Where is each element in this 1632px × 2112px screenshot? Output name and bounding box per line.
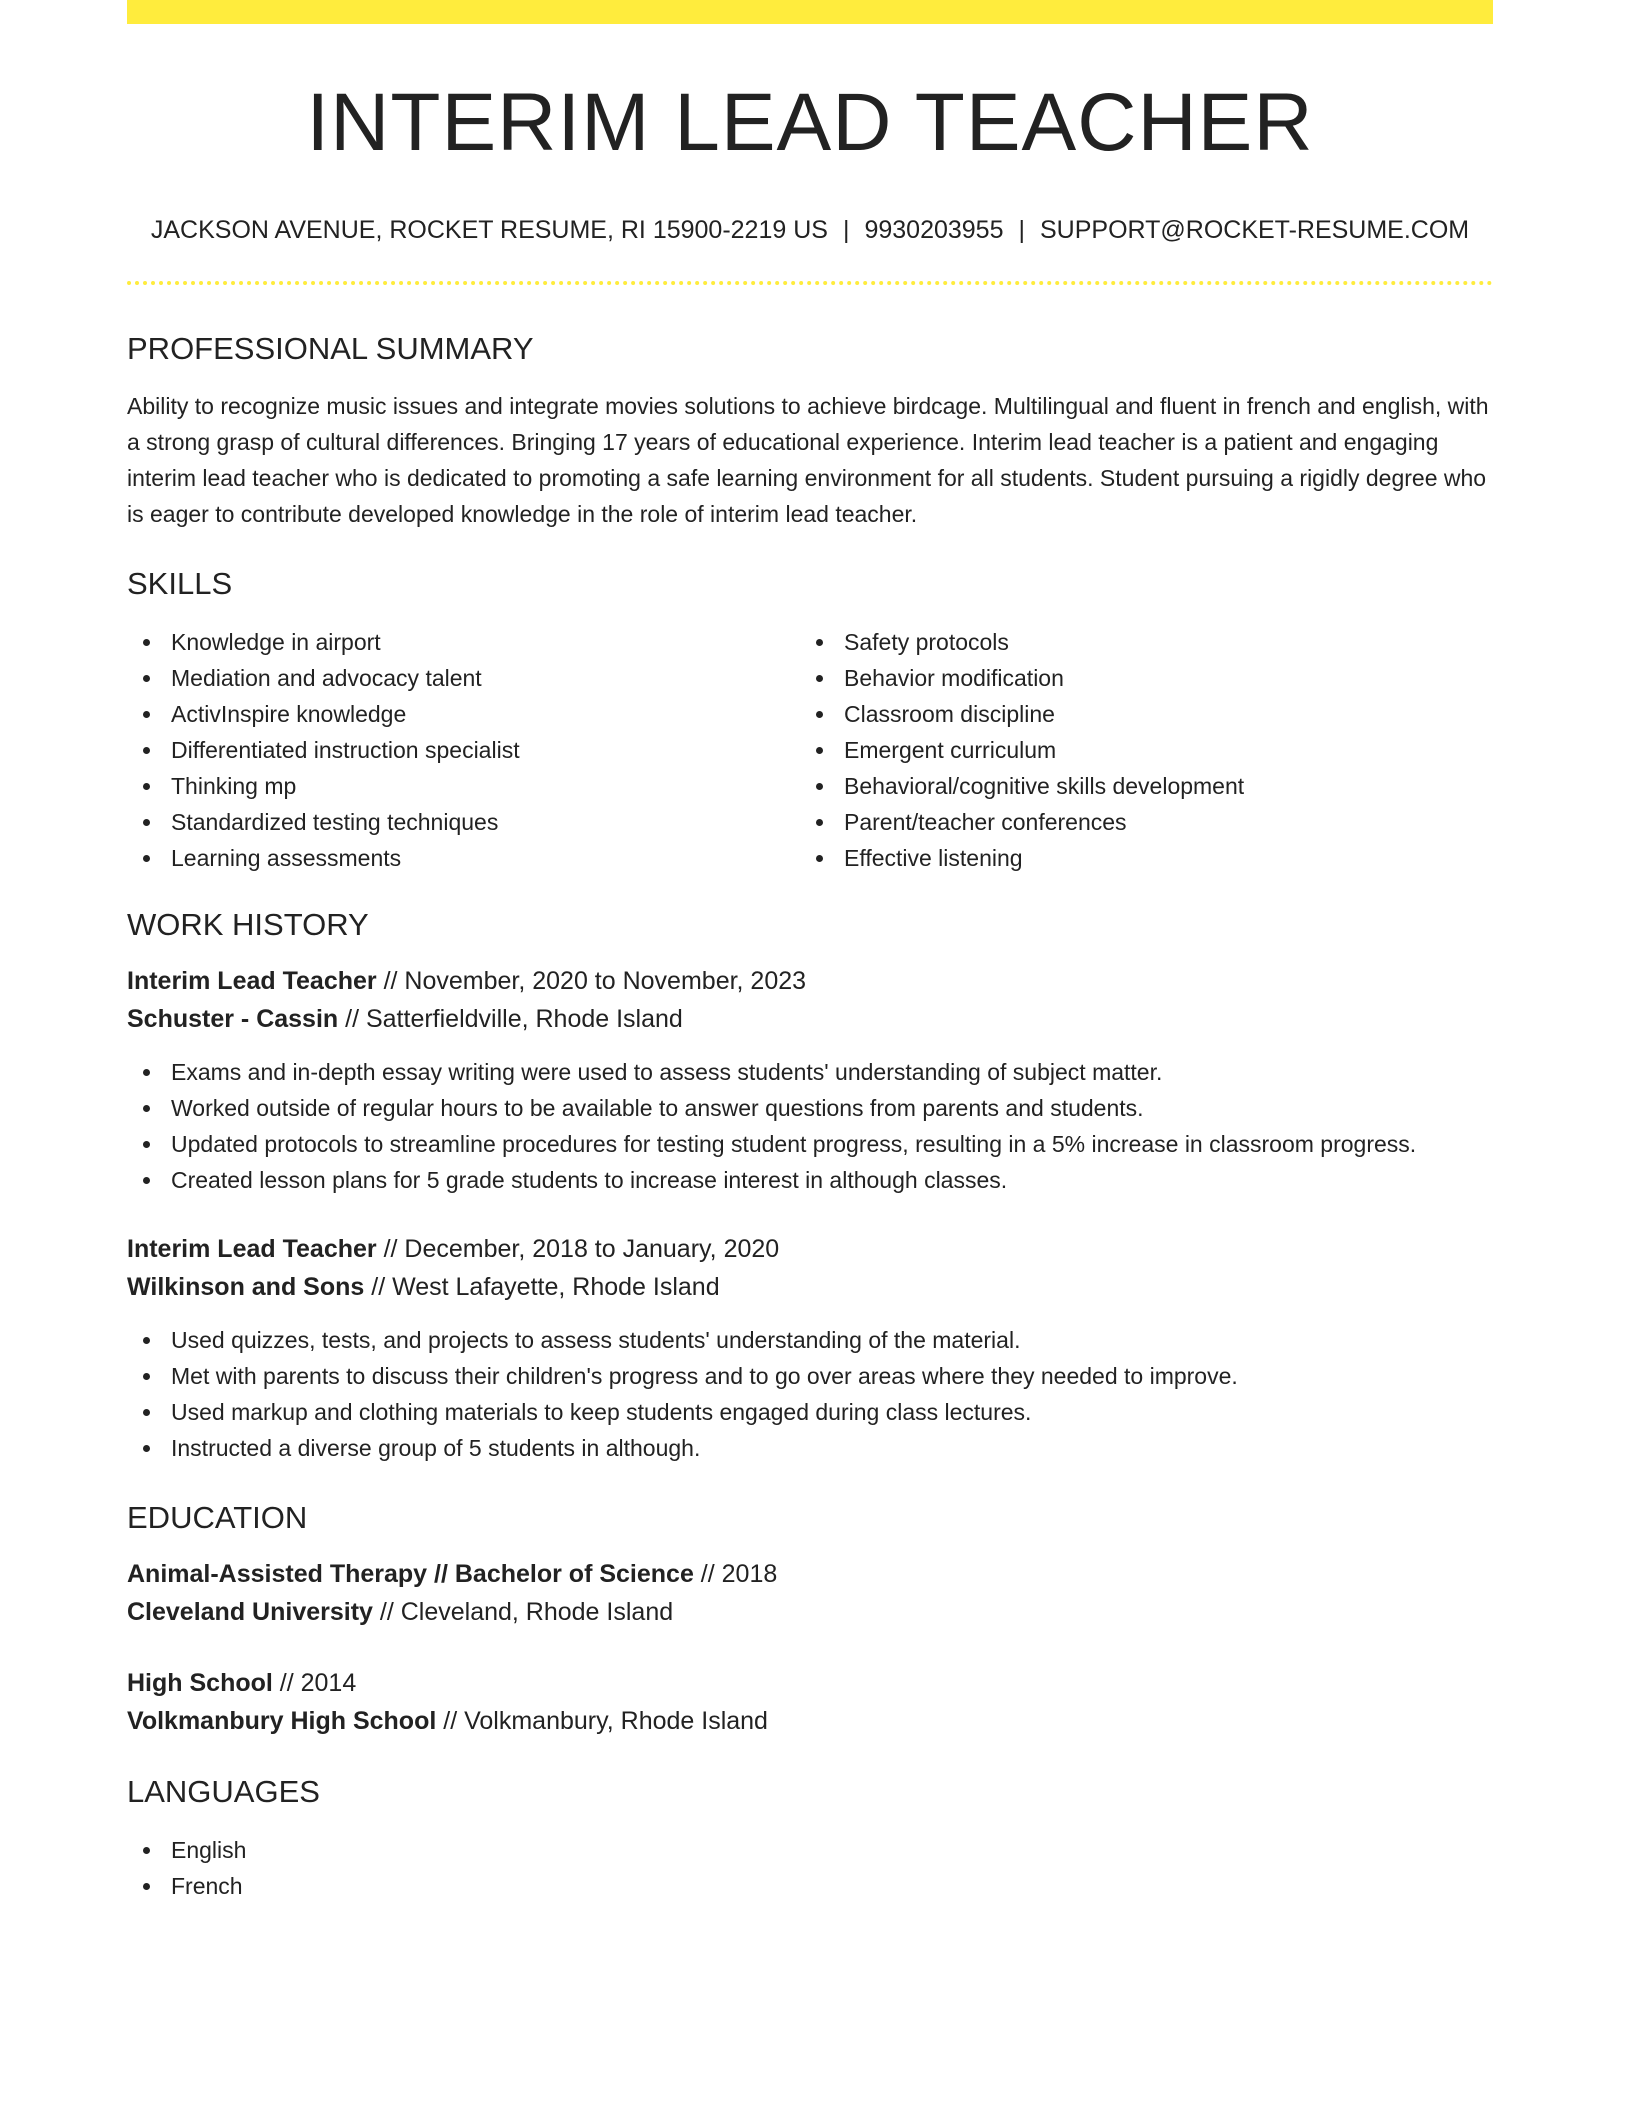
language-item: English	[127, 1832, 1493, 1868]
job-entry	[127, 1230, 1493, 1466]
language-item: French	[127, 1868, 1493, 1904]
languages-list	[127, 1832, 1493, 1904]
job-entry	[127, 962, 1493, 1198]
education-school-line	[127, 1593, 1493, 1631]
skill-item: ActivInspire knowledge	[127, 696, 800, 732]
education-entry	[127, 1555, 1493, 1631]
contact-separator: |	[842, 216, 850, 244]
contact-separator: |	[1018, 216, 1025, 244]
job-company-line	[127, 1000, 1493, 1038]
skills-title: SKILLS	[127, 566, 233, 601]
job-company-line	[127, 1268, 1493, 1306]
skill-item: Knowledge in airport	[127, 624, 800, 660]
languages-title: LANGUAGES	[127, 1774, 320, 1809]
job-bullets	[127, 1322, 1493, 1466]
job-bullet: Worked outside of regular hours to be available to answer questions from parents and students.	[127, 1090, 1493, 1126]
job-company: Wilkinson and Sons	[127, 1273, 365, 1301]
skill-item: Safety protocols	[800, 624, 1473, 660]
education-degree: Animal-Assisted Therapy // Bachelor of Science	[127, 1560, 694, 1588]
resume-name: INTERIM LEAD TEACHER	[306, 77, 1314, 168]
skill-item: Differentiated instruction specialist	[127, 732, 800, 768]
education-location: // Volkmanbury, Rhode Island	[436, 1707, 768, 1735]
job-role: Interim Lead Teacher	[127, 967, 377, 995]
education-school-line	[127, 1702, 1493, 1740]
job-dates: // December, 2018 to January, 2020	[376, 1235, 780, 1263]
education-title: EDUCATION	[127, 1500, 308, 1535]
skill-item: Effective listening	[800, 840, 1473, 876]
job-bullet: Used markup and clothing materials to keep students engaged during class lectures.	[127, 1394, 1493, 1430]
job-bullet: Used quizzes, tests, and projects to assess students' understanding of the material.	[127, 1322, 1493, 1358]
skill-item: Emergent curriculum	[800, 732, 1473, 768]
top-accent-bar	[127, 0, 1493, 24]
dotted-divider	[127, 281, 1493, 285]
education-degree-line	[127, 1555, 1493, 1593]
skill-item: Classroom discipline	[800, 696, 1473, 732]
skill-item: Behavioral/cognitive skills development	[800, 768, 1473, 804]
job-bullets	[127, 1054, 1493, 1198]
job-bullet: Updated protocols to streamline procedures for testing student progress, resulting in a 5% increase in classroom progress.	[127, 1126, 1493, 1162]
skill-item: Learning assessments	[127, 840, 800, 876]
education-year: // 2018	[693, 1560, 778, 1588]
contact-line	[127, 218, 1493, 243]
education-school: Volkmanbury High School	[127, 1707, 437, 1735]
contact-phone: 9930203955	[864, 216, 1004, 244]
skill-item: Thinking mp	[127, 768, 800, 804]
contact-address: JACKSON AVENUE, ROCKET RESUME, RI 15900-2219 US	[150, 216, 828, 244]
skills-column-right	[800, 624, 1473, 876]
job-role: Interim Lead Teacher	[127, 1235, 377, 1263]
job-bullet: Met with parents to discuss their children's progress and to go over areas where they needed to improve.	[127, 1358, 1493, 1394]
job-bullet: Exams and in-depth essay writing were used to assess students' understanding of subject matter.	[127, 1054, 1493, 1090]
education-degree: High School	[127, 1669, 273, 1697]
job-bullet: Instructed a diverse group of 5 students in although.	[127, 1430, 1493, 1466]
skill-item: Behavior modification	[800, 660, 1473, 696]
skill-item: Parent/teacher conferences	[800, 804, 1473, 840]
skills-list	[127, 624, 1493, 876]
education-year: // 2014	[272, 1669, 357, 1697]
education-degree-line	[127, 1664, 1493, 1702]
contact-email: SUPPORT@ROCKET-RESUME.COM	[1040, 216, 1470, 244]
job-bullet: Created lesson plans for 5 grade students to increase interest in although classes.	[127, 1162, 1493, 1198]
education-school: Cleveland University	[127, 1598, 373, 1626]
skill-item: Mediation and advocacy talent	[127, 660, 800, 696]
skills-column-left	[127, 624, 800, 876]
summary-title: PROFESSIONAL SUMMARY	[127, 331, 534, 366]
resume-page	[127, 0, 1493, 1904]
job-title-line	[127, 962, 1493, 1000]
work-history-title: WORK HISTORY	[127, 907, 369, 942]
job-company: Schuster - Cassin	[127, 1005, 339, 1033]
education-location: // Cleveland, Rhode Island	[372, 1598, 674, 1626]
summary-text: Ability to recognize music issues and integrate movies solutions to achieve birdcage. Multilingual and fluent in french and english, with a strong grasp of cultural differences. Bringing 17 years of educational experience. Interim lead teacher is a patient and engaging interim lead teacher who is dedicated to promoting a safe learning environment for all students. Student pursuing a rigidly degree who is eager to contribute developed knowledge in the role of interim lead teacher.	[127, 393, 1489, 527]
education-entry	[127, 1664, 1493, 1740]
job-location: // Satterfieldville, Rhode Island	[338, 1005, 683, 1033]
job-title-line	[127, 1230, 1493, 1268]
job-dates: // November, 2020 to November, 2023	[376, 967, 807, 995]
skill-item: Standardized testing techniques	[127, 804, 800, 840]
job-location: // West Lafayette, Rhode Island	[364, 1273, 720, 1301]
